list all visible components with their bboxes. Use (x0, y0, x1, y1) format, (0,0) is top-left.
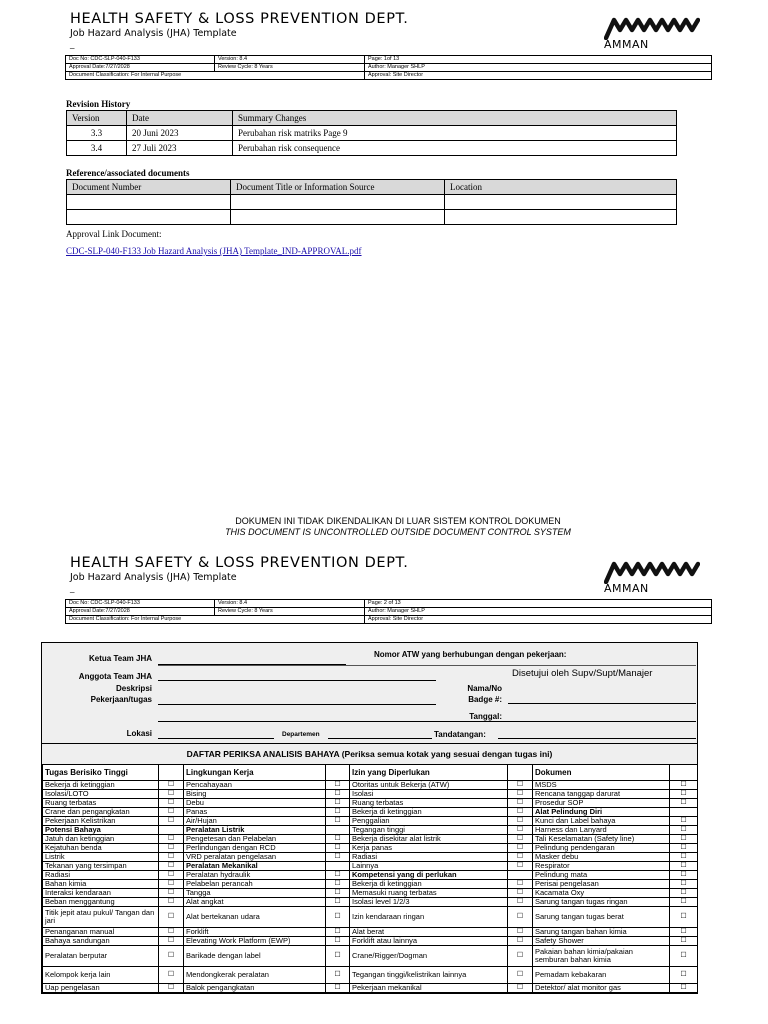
checklist-item: Pekerjaan mekanikal (350, 984, 508, 993)
header-izin: Izin yang Diperlukan (350, 765, 508, 781)
logo-text: AMMAN (604, 38, 649, 51)
checkbox[interactable]: ☐ (159, 889, 184, 898)
checkbox[interactable]: ☐ (326, 898, 350, 907)
tanggal-field[interactable] (158, 721, 696, 722)
checkbox[interactable]: ☐ (508, 835, 533, 844)
checkbox-cell-empty (159, 826, 184, 835)
checkbox-cell-empty (508, 871, 533, 880)
rev-header-summary: Summary Changes (233, 111, 677, 126)
doc-no: Doc No: CDC-SLP-040-F133 (66, 600, 215, 608)
checklist-item: Debu (184, 799, 326, 808)
checklist-item: Pengetesan dan Pelabelan (184, 835, 326, 844)
checkbox[interactable]: ☐ (159, 946, 184, 967)
revision-row (67, 126, 677, 141)
anggota-team-field[interactable] (158, 680, 436, 681)
checkbox[interactable]: ☐ (326, 844, 350, 853)
logo-text: AMMAN (604, 582, 649, 595)
checklist-item: Jatuh dan ketinggian (43, 835, 159, 844)
template-subtitle: Job Hazard Analysis (JHA) Template (70, 28, 237, 39)
classification: Document Classification: For Internal Purpose (66, 616, 365, 624)
checklist-item: Crane dan pengangkatan (43, 808, 159, 817)
checkbox[interactable]: ☐ (326, 946, 350, 967)
checklist-item: Bekerja di ketinggian (350, 808, 508, 817)
deskripsi-label: Deskripsi (115, 684, 152, 693)
checklist-item: Kerja panas (350, 844, 508, 853)
checkbox[interactable]: ☐ (670, 853, 698, 862)
checklist-item: Harness dan Lanyard (533, 826, 670, 835)
checklist-item: Uap pengelasan (43, 984, 159, 993)
checkbox[interactable]: ☐ (670, 880, 698, 889)
checklist-item: Memasuki ruang terbatas (350, 889, 508, 898)
checklist-item: Rencana tanggap darurat (533, 790, 670, 799)
checklist-item: Forklift (184, 928, 326, 937)
checkbox[interactable]: ☐ (508, 984, 533, 993)
checklist-row (43, 946, 698, 967)
approval-date: Approval Date:7/27/2028 (66, 608, 215, 616)
checklist-item: Penanganan manual (43, 928, 159, 937)
checkbox[interactable]: ☐ (159, 984, 184, 993)
departemen-field[interactable] (328, 738, 432, 739)
dept-title: HEALTH SAFETY & LOSS PREVENTION DEPT. (70, 555, 409, 571)
checklist-row (43, 907, 698, 928)
checkbox[interactable]: ☐ (670, 889, 698, 898)
rev-version: 3.3 (67, 126, 127, 141)
checkbox-cell-empty (326, 826, 350, 835)
checkbox[interactable]: ☐ (508, 817, 533, 826)
anggota-team-label: Anggota Team JHA (78, 672, 152, 681)
header-dash: _ (70, 40, 75, 49)
reference-title: Reference/associated documents (66, 168, 190, 178)
checklist-item: Elevating Work Platform (EWP) (184, 937, 326, 946)
hazard-checklist-table (42, 764, 698, 993)
classification: Document Classification: For Internal Purpose (66, 72, 365, 80)
checklist-item: Kejatuhan benda (43, 844, 159, 853)
checklist-item: Kacamata Oxy (533, 889, 670, 898)
uncontrolled-notice (0, 516, 768, 538)
checkbox[interactable]: ☐ (159, 835, 184, 844)
checkbox[interactable]: ☐ (670, 817, 698, 826)
checklist-item: Tekanan yang tersimpan (43, 862, 159, 871)
checklist-item: Bekerja di ketinggian (350, 880, 508, 889)
checkbox[interactable]: ☐ (326, 799, 350, 808)
notice-english: THIS DOCUMENT IS UNCONTROLLED OUTSIDE DOCUMENT CONTROL SYSTEM (225, 527, 571, 537)
checklist-item: Bahaya sandungan (43, 937, 159, 946)
checkbox[interactable]: ☐ (670, 928, 698, 937)
checklist-item: Panas (184, 808, 326, 817)
checklist-item: Bising (184, 790, 326, 799)
checklist-title: DAFTAR PERIKSA ANALISIS BAHAYA (Periksa semua kotak yang sesuai dengan tugas ini) (42, 743, 697, 764)
checklist-item: Bekerja di ketinggian (43, 781, 159, 790)
checkbox[interactable]: ☐ (508, 898, 533, 907)
approval-date: Approval Date:7/27/2028 (66, 64, 215, 72)
deskripsi-field[interactable] (158, 704, 436, 705)
checkbox[interactable]: ☐ (508, 937, 533, 946)
revision-history-table (66, 110, 677, 156)
checklist-item: Radiasi (43, 871, 159, 880)
checkbox[interactable]: ☐ (508, 928, 533, 937)
revision-history-title: Revision History (66, 99, 131, 109)
checklist-item: Pekerjaan Kelistrikan (43, 817, 159, 826)
checklist-item: Pelindung pendengaran (533, 844, 670, 853)
jha-form (41, 642, 698, 994)
checklist-header-row (43, 765, 698, 781)
checkbox[interactable]: ☐ (508, 853, 533, 862)
checklist-row (43, 937, 698, 946)
tandatangan-field[interactable] (498, 738, 696, 739)
checkbox[interactable]: ☐ (159, 799, 184, 808)
checkbox[interactable]: ☐ (326, 928, 350, 937)
checklist-item: Isolasi (350, 790, 508, 799)
checklist-item: Bekerja disekitar alat listrik (350, 835, 508, 844)
amman-logo (604, 560, 704, 595)
checklist-item: Barikade dengan label (184, 946, 326, 967)
checkbox[interactable]: ☐ (326, 808, 350, 817)
checklist-item: Isolasi/LOTO (43, 790, 159, 799)
checkbox[interactable]: ☐ (670, 799, 698, 808)
checkbox-cell-empty (326, 862, 350, 871)
amman-logo-mark (604, 560, 700, 584)
checklist-item: Prosedur SOP (533, 799, 670, 808)
ketua-team-label: Ketua Team JHA (89, 654, 152, 663)
rev-header-version: Version (67, 111, 127, 126)
checklist-item: Izin kendaraan ringan (350, 907, 508, 928)
checkbox[interactable]: ☐ (670, 907, 698, 928)
disetujui-label: Disetujui oleh Supv/Supt/Manajer (512, 668, 653, 679)
checkbox[interactable]: ☐ (159, 862, 184, 871)
checklist-item: Peralatan Listrik (184, 826, 326, 835)
checklist-item: Tegangan tinggi (350, 826, 508, 835)
checklist-item: VRD peralatan pengelasan (184, 853, 326, 862)
checklist-item: Perlindungan dengan RCD (184, 844, 326, 853)
tandatangan-label: Tandatangan: (434, 730, 486, 739)
rev-header-date: Date (127, 111, 233, 126)
checklist-item: Pencahayaan (184, 781, 326, 790)
checklist-item: Sarung tangan tugas ringan (533, 898, 670, 907)
checklist-item: Pelabelan perancah (184, 880, 326, 889)
approval: Approval: Site Director (365, 72, 712, 80)
document-info-table (65, 599, 712, 624)
checklist-item: Interaksi kendaraan (43, 889, 159, 898)
checklist-item: Mendongkerak peralatan (184, 967, 326, 984)
checklist-item: Peralatan berputar (43, 946, 159, 967)
checkbox[interactable]: ☐ (508, 946, 533, 967)
author: Author: Manager SHLP (365, 608, 712, 616)
rev-date: 27 Juli 2023 (127, 141, 233, 156)
page-number: Page: 2 of 13 (365, 600, 712, 608)
checklist-item: Ruang terbatas (43, 799, 159, 808)
notice-indonesian: DOKUMEN INI TIDAK DIKENDALIKAN DI LUAR SISTEM KONTROL DOKUMEN (235, 516, 561, 526)
checkbox[interactable]: ☐ (508, 808, 533, 817)
reference-row (67, 195, 677, 210)
form-header-fields (42, 643, 697, 743)
checkbox[interactable]: ☐ (670, 898, 698, 907)
checkbox[interactable]: ☐ (508, 907, 533, 928)
checklist-item: Kompetensi yang di perlukan (350, 871, 508, 880)
lokasi-label: Lokasi (126, 729, 152, 738)
checklist-body (43, 781, 698, 993)
template-subtitle: Job Hazard Analysis (JHA) Template (70, 572, 237, 583)
checkbox[interactable]: ☐ (159, 898, 184, 907)
checkbox[interactable]: ☐ (159, 907, 184, 928)
checklist-row (43, 898, 698, 907)
amman-logo (604, 16, 704, 51)
approval-link[interactable]: CDC-SLP-040-F133 Job Hazard Analysis (JHA) Template_IND-APPROVAL.pdf (66, 246, 362, 256)
checklist-item: Tegangan tinggi/kelistrikan lainnya (350, 967, 508, 984)
version: Version: 8.4 (215, 600, 365, 608)
rev-version: 3.4 (67, 141, 127, 156)
checklist-item: Peralatan Mekanikal (184, 862, 326, 871)
checkbox[interactable]: ☐ (326, 937, 350, 946)
checklist-item: Pemadam kebakaran (533, 967, 670, 984)
checkbox[interactable]: ☐ (326, 967, 350, 984)
checklist-item: Air/Hujan (184, 817, 326, 826)
checkbox[interactable]: ☐ (326, 781, 350, 790)
checkbox[interactable]: ☐ (508, 862, 533, 871)
checklist-item: Tangga (184, 889, 326, 898)
checkbox[interactable]: ☐ (326, 835, 350, 844)
document-info-table (65, 55, 712, 80)
checklist-item: Titik jepit atau pukul/ Tangan dan jari (43, 907, 159, 928)
checkbox[interactable]: ☐ (508, 799, 533, 808)
checklist-item: Pakaian bahan kimia/pakaian semburan bahan kimia (533, 946, 670, 967)
checklist-item: Bahan kimia (43, 880, 159, 889)
nama-no-label: Nama/No (467, 684, 502, 693)
checkbox[interactable]: ☐ (326, 880, 350, 889)
version: Version: 8.4 (215, 56, 365, 64)
checklist-item: Ruang terbatas (350, 799, 508, 808)
checkbox[interactable]: ☐ (670, 946, 698, 967)
checklist-row (43, 984, 698, 993)
checklist-item: Sarung tangan bahan kimia (533, 928, 670, 937)
header-tugas-berisiko: Tugas Berisiko Tinggi (43, 765, 159, 781)
rev-summary: Perubahan risk consequence (233, 141, 677, 156)
checklist-item: Masker debu (533, 853, 670, 862)
checklist-item: MSDS (533, 781, 670, 790)
checkbox[interactable]: ☐ (326, 790, 350, 799)
checkbox[interactable]: ☐ (670, 984, 698, 993)
checkbox[interactable]: ☐ (508, 889, 533, 898)
checkbox[interactable]: ☐ (670, 835, 698, 844)
review-cycle: Review Cycle: 8 Years (215, 64, 365, 72)
checkbox-cell-empty (670, 808, 698, 817)
checkbox[interactable]: ☐ (159, 937, 184, 946)
checkbox[interactable]: ☐ (670, 937, 698, 946)
checkbox[interactable]: ☐ (159, 928, 184, 937)
approval-link-label: Approval Link Document: (66, 229, 162, 239)
checklist-row (43, 967, 698, 984)
nama-badge-field[interactable] (508, 703, 696, 704)
checkbox[interactable]: ☐ (670, 871, 698, 880)
rev-summary: Perubahan risk matriks Page 9 (233, 126, 677, 141)
checklist-item: Crane/Rigger/Dogman (350, 946, 508, 967)
checkbox[interactable]: ☐ (326, 984, 350, 993)
atw-field[interactable] (158, 665, 696, 666)
rev-date: 20 Juni 2023 (127, 126, 233, 141)
ref-header-title: Document Title or Information Source (231, 180, 445, 195)
checkbox[interactable]: ☐ (508, 826, 533, 835)
checklist-item: Peralatan hydraulik (184, 871, 326, 880)
checkbox[interactable]: ☐ (159, 808, 184, 817)
tanggal-label: Tanggal: (469, 712, 502, 721)
header-dokumen: Dokumen (533, 765, 670, 781)
checkbox[interactable]: ☐ (508, 790, 533, 799)
doc-no: Doc No: CDC-SLP-040-F133 (66, 56, 215, 64)
ref-header-location: Location (445, 180, 677, 195)
checkbox[interactable]: ☐ (670, 967, 698, 984)
checklist-item: Kelompok kerja lain (43, 967, 159, 984)
checklist-item: Balok pengangkatan (184, 984, 326, 993)
checklist-item: Alat Pelindung Diri (533, 808, 670, 817)
checklist-item: Isolasi level 1/2/3 (350, 898, 508, 907)
nomor-atw-label: Nomor ATW yang berhubungan dengan pekerjaan: (374, 650, 567, 659)
checklist-item: Kunci dan Label bahaya (533, 817, 670, 826)
checklist-item: Tali Keselamatan (Safety line) (533, 835, 670, 844)
checkbox[interactable]: ☐ (159, 967, 184, 984)
checklist-item: Safety Shower (533, 937, 670, 946)
checklist-item: Sarung tangan tugas berat (533, 907, 670, 928)
checklist-item: Alat berat (350, 928, 508, 937)
checklist-item: Pelindung mata (533, 871, 670, 880)
checkbox[interactable]: ☐ (159, 790, 184, 799)
checkbox[interactable]: ☐ (159, 817, 184, 826)
checkbox[interactable]: ☐ (508, 880, 533, 889)
checkbox[interactable]: ☐ (670, 826, 698, 835)
checkbox[interactable]: ☐ (508, 967, 533, 984)
checkbox[interactable]: ☐ (326, 907, 350, 928)
checklist-item: Radiasi (350, 853, 508, 862)
checklist-item: Potensi Bahaya (43, 826, 159, 835)
badge-label: Badge #: (468, 695, 502, 704)
checkbox[interactable]: ☐ (159, 871, 184, 880)
header-lingkungan-kerja: Lingkungan Kerja (184, 765, 326, 781)
pekerjaan-tugas-label: Pekerjaan/tugas (90, 695, 152, 704)
checkbox[interactable]: ☐ (508, 844, 533, 853)
checklist-item: Forklift atau lainnya (350, 937, 508, 946)
ref-header-number: Document Number (67, 180, 231, 195)
checkbox[interactable]: ☐ (326, 871, 350, 880)
checklist-item: Penggalian (350, 817, 508, 826)
author: Author: Manager SHLP (365, 64, 712, 72)
checklist-item: Alat bertekanan udara (184, 907, 326, 928)
checklist-item: Otoritas untuk Bekerja (ATW) (350, 781, 508, 790)
checklist-item: Alat angkat (184, 898, 326, 907)
header-dash: _ (70, 584, 75, 593)
checkbox[interactable]: ☐ (670, 781, 698, 790)
dept-title: HEALTH SAFETY & LOSS PREVENTION DEPT. (70, 11, 409, 27)
checklist-item: Perisai pengelasan (533, 880, 670, 889)
checkbox[interactable]: ☐ (326, 889, 350, 898)
checkbox[interactable]: ☐ (159, 781, 184, 790)
checkbox[interactable]: ☐ (670, 790, 698, 799)
reference-row (67, 210, 677, 225)
reference-table (66, 179, 677, 225)
page-number: Page: 1of 13 (365, 56, 712, 64)
departemen-label: Departemen (282, 731, 320, 738)
checklist-item: Respirator (533, 862, 670, 871)
checklist-item: Beban menggantung (43, 898, 159, 907)
checkbox[interactable]: ☐ (159, 880, 184, 889)
checklist-item: Detektor/ alat monitor gas (533, 984, 670, 993)
approval: Approval: Site Director (365, 616, 712, 624)
revision-row (67, 141, 677, 156)
lokasi-field[interactable] (158, 738, 274, 739)
checkbox[interactable]: ☐ (159, 844, 184, 853)
checkbox[interactable]: ☐ (670, 844, 698, 853)
checkbox[interactable]: ☐ (326, 817, 350, 826)
checkbox[interactable]: ☐ (159, 853, 184, 862)
checkbox[interactable]: ☐ (670, 862, 698, 871)
checkbox[interactable]: ☐ (508, 781, 533, 790)
amman-logo-mark (604, 16, 700, 40)
checkbox[interactable]: ☐ (326, 853, 350, 862)
review-cycle: Review Cycle: 8 Years (215, 608, 365, 616)
checklist-item: Listrik (43, 853, 159, 862)
checklist-item: Lainnya (350, 862, 508, 871)
